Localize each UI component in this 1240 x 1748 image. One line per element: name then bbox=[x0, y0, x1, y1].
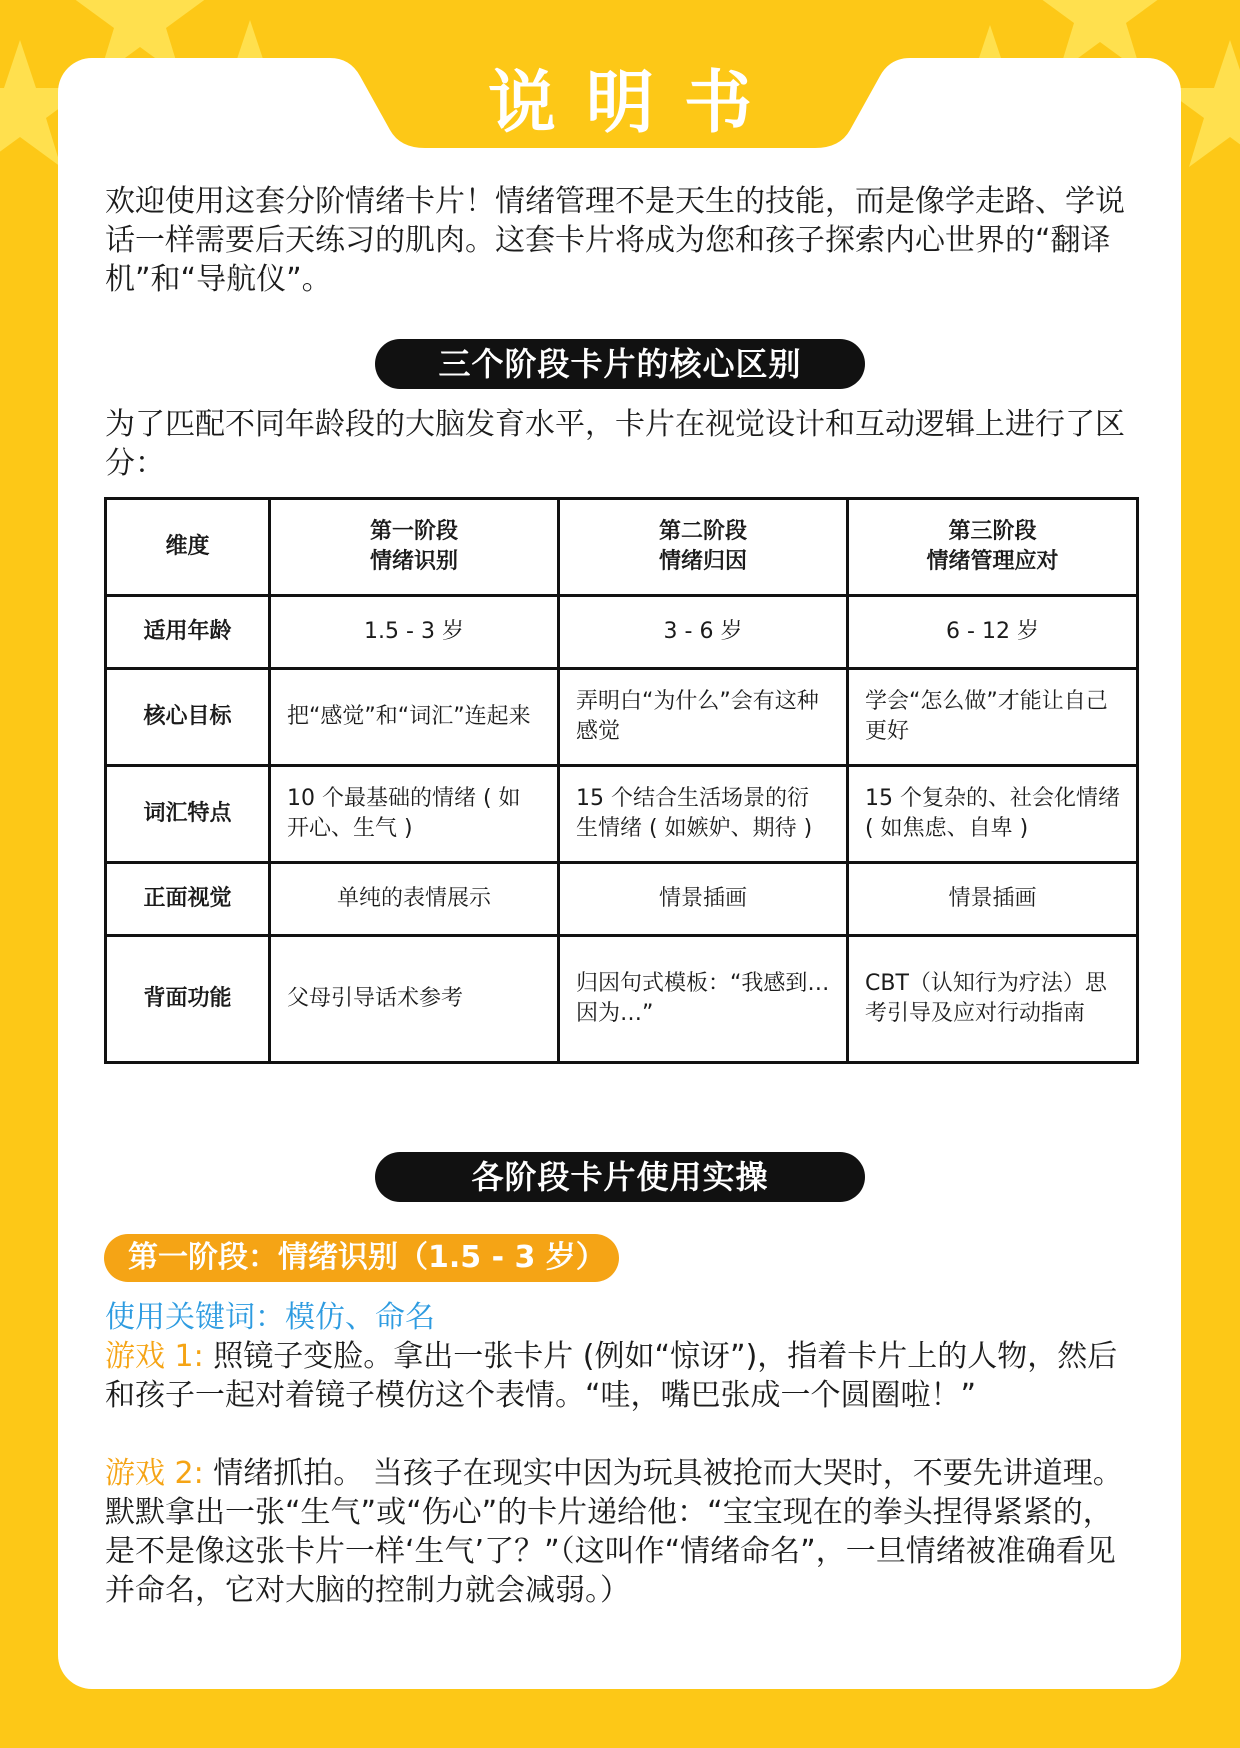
table-row bbox=[106, 766, 1138, 863]
game2-label: 游戏 2: bbox=[105, 1456, 204, 1491]
row-label: 背面功能 bbox=[106, 936, 270, 1063]
header-stage2 bbox=[559, 499, 848, 596]
section-title-practice: 各阶段卡片使用实操 bbox=[375, 1152, 865, 1202]
page-title: 说明书 bbox=[487, 64, 782, 143]
comparison-table bbox=[104, 497, 1139, 1064]
header-stage1 bbox=[270, 499, 559, 596]
header-stage3-number: 第三阶段 bbox=[948, 519, 1037, 544]
header-stage1-name: 情绪识别 bbox=[369, 549, 458, 574]
table-cell: 3 - 6 岁 bbox=[559, 596, 848, 669]
row-label: 正面视觉 bbox=[106, 863, 270, 936]
table-header-row bbox=[106, 499, 1138, 596]
row-label: 适用年龄 bbox=[106, 596, 270, 669]
table-row bbox=[106, 669, 1138, 766]
game1-label: 游戏 1: bbox=[105, 1339, 204, 1374]
table-cell: 单纯的表情展示 bbox=[270, 863, 559, 936]
table-cell: 情景插画 bbox=[848, 863, 1138, 936]
table-cell: 6 - 12 岁 bbox=[848, 596, 1138, 669]
table-cell: 15 个结合生活场景的衍生情绪 ( 如嫉妒、期待 ) bbox=[559, 766, 848, 863]
game2-paragraph bbox=[105, 1454, 1135, 1610]
section-intro: 为了匹配不同年龄段的大脑发育水平，卡片在视觉设计和互动逻辑上进行了区分： bbox=[105, 407, 1125, 481]
header-stage2-name: 情绪归因 bbox=[658, 549, 747, 574]
keywords-line: 使用关键词：模仿、命名 bbox=[105, 1300, 435, 1335]
game1-text: 照镜子变脸。拿出一张卡片 (例如“惊讶”)，指着卡片上的人物，然后和孩子一起对着镜子模仿这个表情。“哇，嘴巴张成一个圆圈啦！” bbox=[105, 1339, 1118, 1413]
header-dimension: 维度 bbox=[106, 499, 270, 596]
table-cell: CBT（认知行为疗法）思考引导及应对行动指南 bbox=[848, 936, 1138, 1063]
header-stage3-name: 情绪管理应对 bbox=[926, 549, 1059, 574]
game1-paragraph bbox=[105, 1337, 1135, 1415]
table-cell: 10 个最基础的情绪 ( 如开心、生气 ) bbox=[270, 766, 559, 863]
table-row bbox=[106, 863, 1138, 936]
table-row bbox=[106, 596, 1138, 669]
table-cell: 情景插画 bbox=[559, 863, 848, 936]
table-cell: 归因句式模板：“我感到…因为…” bbox=[559, 936, 848, 1063]
row-label: 词汇特点 bbox=[106, 766, 270, 863]
header-stage3 bbox=[848, 499, 1138, 596]
table-cell: 父母引导话术参考 bbox=[270, 936, 559, 1063]
table-row bbox=[106, 936, 1138, 1063]
game2-text: 情绪抓拍。 当孩子在现实中因为玩具被抢而大哭时，不要先讲道理。默默拿出一张“生气”或“伤心”的卡片递给他：“宝宝现在的拳头捏得紧紧的，是不是像这张卡片一样‘生气’了？”（这叫作“情绪命名”，一旦情绪被准确看见并命名，它对大脑的控制力就会减弱。） bbox=[105, 1456, 1123, 1608]
header-stage2-number: 第二阶段 bbox=[658, 519, 747, 544]
stage1-pill: 第一阶段：情绪识别（1.5 - 3 岁） bbox=[104, 1234, 619, 1282]
table-cell: 学会“怎么做”才能让自己更好 bbox=[848, 669, 1138, 766]
table-cell: 把“感觉”和“词汇”连起来 bbox=[270, 669, 559, 766]
table-cell: 1.5 - 3 岁 bbox=[270, 596, 559, 669]
intro-paragraph: 欢迎使用这套分阶情绪卡片！情绪管理不是天生的技能，而是像学走路、学说话一样需要后天练习的肌肉。这套卡片将成为您和孩子探索内心世界的“翻译机”和“导航仪”。 bbox=[105, 184, 1125, 297]
header-stage1-number: 第一阶段 bbox=[369, 519, 458, 544]
section-title-differences: 三个阶段卡片的核心区别 bbox=[375, 339, 865, 389]
table-cell: 15 个复杂的、社会化情绪 ( 如焦虑、自卑 ) bbox=[848, 766, 1138, 863]
row-label: 核心目标 bbox=[106, 669, 270, 766]
table-cell: 弄明白“为什么”会有这种感觉 bbox=[559, 669, 848, 766]
